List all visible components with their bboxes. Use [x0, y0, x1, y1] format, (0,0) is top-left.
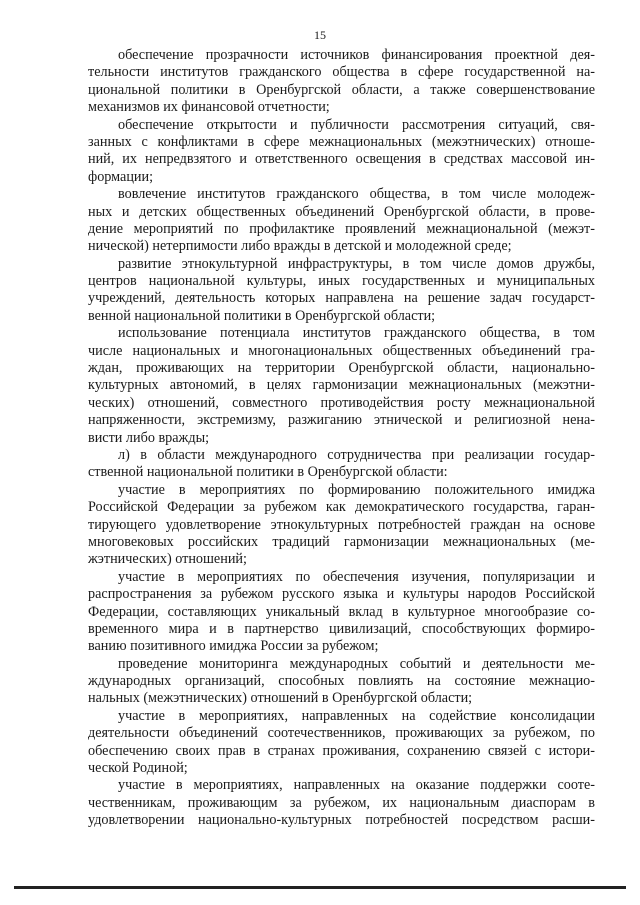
text-line: участие в мероприятиях, направленных на оказание поддержки сооте-	[118, 777, 595, 794]
paragraph	[88, 325, 595, 447]
text-line: ний, их непредвзятого и ответственного освещения в средствах массовой ин-	[88, 151, 595, 168]
paragraph	[88, 47, 595, 117]
text-line: ческой Родиной;	[88, 760, 188, 777]
paragraph	[88, 186, 595, 256]
paragraph	[88, 256, 595, 326]
page-number: 15	[314, 28, 326, 42]
text-line: л) в области международного сотрудничества при реализации государ-	[118, 446, 595, 463]
text-line: механизмов их финансовой отчетности;	[88, 99, 330, 116]
text-line: жэтнических) отношений;	[88, 551, 247, 568]
text-line: формации;	[88, 168, 154, 185]
text-line: ванию позитивного имиджа России за рубежом;	[88, 638, 379, 655]
text-line: ческих) отношений, совместного противодействия росту межнациональной	[88, 394, 595, 411]
text-line: нальных (межэтнических) отношений в Оренбургской области;	[88, 690, 473, 707]
text-line: напряженности, экстремизму, разжиганию этнической и религиозной нена-	[88, 412, 595, 429]
paragraph	[88, 482, 595, 569]
text-line: временного мира и в партнерство цивилизаций, способствующих формиро-	[88, 620, 595, 637]
text-line: висти либо вражды;	[88, 429, 210, 446]
text-line: вовлечение институтов гражданского общества, в том числе молодеж-	[118, 186, 595, 203]
text-line: дение мероприятий по профилактике проявлений межнациональной (межэт-	[88, 220, 595, 237]
text-line: культурных автономий, в целях гармонизации межнациональных (межэтни-	[88, 377, 595, 394]
text-line: использование потенциала институтов гражданского общества, в том	[118, 325, 595, 342]
text-line: распространения за рубежом русского языка и культуры народов Российской	[88, 586, 595, 603]
text-line: обеспечение открытости и публичности рассмотрения ситуаций, свя-	[118, 116, 595, 133]
text-line: занных с конфликтами в сфере межнациональных (межэтнических) отноше-	[88, 133, 595, 150]
text-line: ственной национальной политики в Оренбургской области:	[88, 464, 448, 481]
text-line: циональной политики в Оренбургской области, а также совершенствование	[88, 81, 595, 98]
text-line: участие в мероприятиях по формированию положительного имиджа	[118, 481, 595, 498]
text-line: учреждений, деятельность которых направлена на решение задач государст-	[88, 290, 595, 307]
paragraph	[88, 656, 595, 708]
page-bottom-rule	[14, 886, 626, 889]
text-line: тельности институтов гражданского общества в сфере государственной на-	[88, 64, 595, 81]
paragraph	[88, 708, 595, 778]
text-line: Федерации, составляющих уникальный вклад в культурное многообразие со-	[88, 603, 595, 620]
text-line: деятельности объединений соотечественников, проживающих за рубежом, по	[88, 725, 595, 742]
text-line: венной национальной политики в Оренбургской области;	[88, 307, 436, 324]
text-line: ных и детских общественных объединений Оренбургской области, в прове-	[88, 203, 595, 220]
text-line: участие в мероприятиях по обеспечения изучения, популяризации и	[118, 568, 595, 585]
text-line: обеспечению своих прав в странах проживания, сохранению связей с истори-	[88, 742, 595, 759]
text-line: участие в мероприятиях, направленных на содействие консолидации	[118, 707, 595, 724]
paragraph	[88, 569, 595, 656]
text-line: проведение мониторинга международных событий и деятельности ме-	[118, 655, 595, 672]
paragraph	[88, 777, 595, 829]
document-body	[88, 47, 595, 830]
paragraph	[88, 447, 595, 482]
text-line: многовековых российских традиций гармонизации межнациональных (ме-	[88, 533, 595, 550]
text-line: тирующего удовлетворение этнокультурных потребностей граждан на основе	[88, 516, 595, 533]
text-line: чественникам, проживающим за рубежом, их национальным диаспорам в	[88, 794, 595, 811]
text-line: числе национальных и многонациональных общественных объединений гра-	[88, 342, 595, 359]
text-line: обеспечение прозрачности источников финансирования проектной дея-	[118, 47, 595, 63]
text-line: Российской Федерации за рубежом как демократического государства, гаран-	[88, 499, 595, 516]
text-line: удовлетворении национально-культурных потребностей посредством расши-	[88, 812, 595, 829]
text-line: ждународных организаций, способных повлиять на состояние межнацио-	[88, 673, 595, 690]
text-line: центров национальной культуры, иных государственных и муниципальных	[88, 273, 595, 290]
text-line: ждан, проживающих на территории Оренбургской области, национально-	[88, 360, 595, 377]
text-line: развитие этнокультурной инфраструктуры, в том числе домов дружбы,	[118, 255, 595, 272]
text-line: нической) нетерпимости либо вражды в детской и молодежной среде;	[88, 238, 512, 255]
paragraph	[88, 117, 595, 187]
